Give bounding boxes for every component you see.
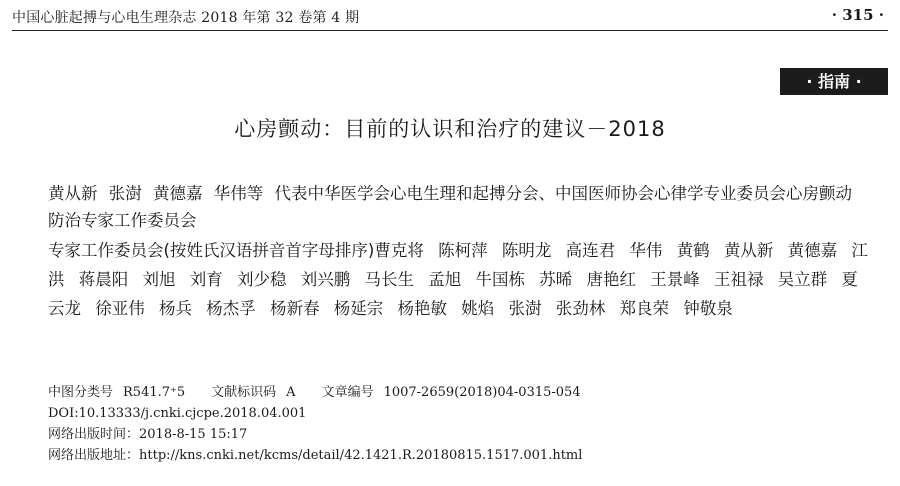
author-list: 黄从新 张澍 黄德嘉 华伟等 代表中华医学会心电生理和起搏分会、中国医师协会心律学专业委员会心房颤动防治专家工作委员会 xyxy=(48,184,852,230)
doccode-label: 文献标识码 xyxy=(211,385,277,400)
section-badge: · 指南 · xyxy=(780,68,888,95)
publish-time-value: 2018-8-15 15:17 xyxy=(139,427,248,442)
clc-label: 中图分类号 xyxy=(48,385,114,400)
running-header xyxy=(12,4,888,31)
publish-url-label: 网络出版地址： xyxy=(48,448,140,463)
publish-time-row xyxy=(48,424,582,445)
classification-row xyxy=(48,382,582,403)
articleno-value: 1007-2659(2018)04-0315-054 xyxy=(383,385,581,400)
doccode-value: A xyxy=(286,385,296,400)
doi-line: DOI:10.13333/j.cnki.cjcpe.2018.04.001 xyxy=(48,406,307,421)
publish-url-row xyxy=(48,445,582,466)
article-title: 心房颤动：目前的认识和治疗的建议－2018 xyxy=(234,117,666,141)
journal-citation: 中国心脏起搏与心电生理杂志 2018 年第 32 卷第 4 期 xyxy=(12,10,360,26)
clc-value: R541.7⁺5 xyxy=(123,385,186,400)
articleno-label: 文章编号 xyxy=(321,385,374,400)
article-metadata xyxy=(48,382,582,466)
expert-committee-list: 专家工作委员会(按姓氏汉语拼音首字母排序)曹克将 陈柯萍 陈明龙 高连君 华伟 黄鹤 黄从新 黄德嘉 江洪 蒋晨阳 刘旭 刘育 刘少稳 刘兴鹏 马长生 孟旭 牛国栋 苏晞 唐艳红 王景峰 王祖禄 吴立群 夏云龙 徐亚伟 杨兵 杨杰孚 杨新春 杨延宗 杨艳敏 姚焰 张澍 张劲林 郑良荣 钟敬泉 xyxy=(48,241,868,318)
publish-time-label: 网络出版时间： xyxy=(48,427,140,442)
page-number: · 315 · xyxy=(831,6,884,24)
publish-url-link[interactable]: http://kns.cnki.net/kcms/detail/42.1421.R.20180815.1517.001.html xyxy=(139,448,583,463)
